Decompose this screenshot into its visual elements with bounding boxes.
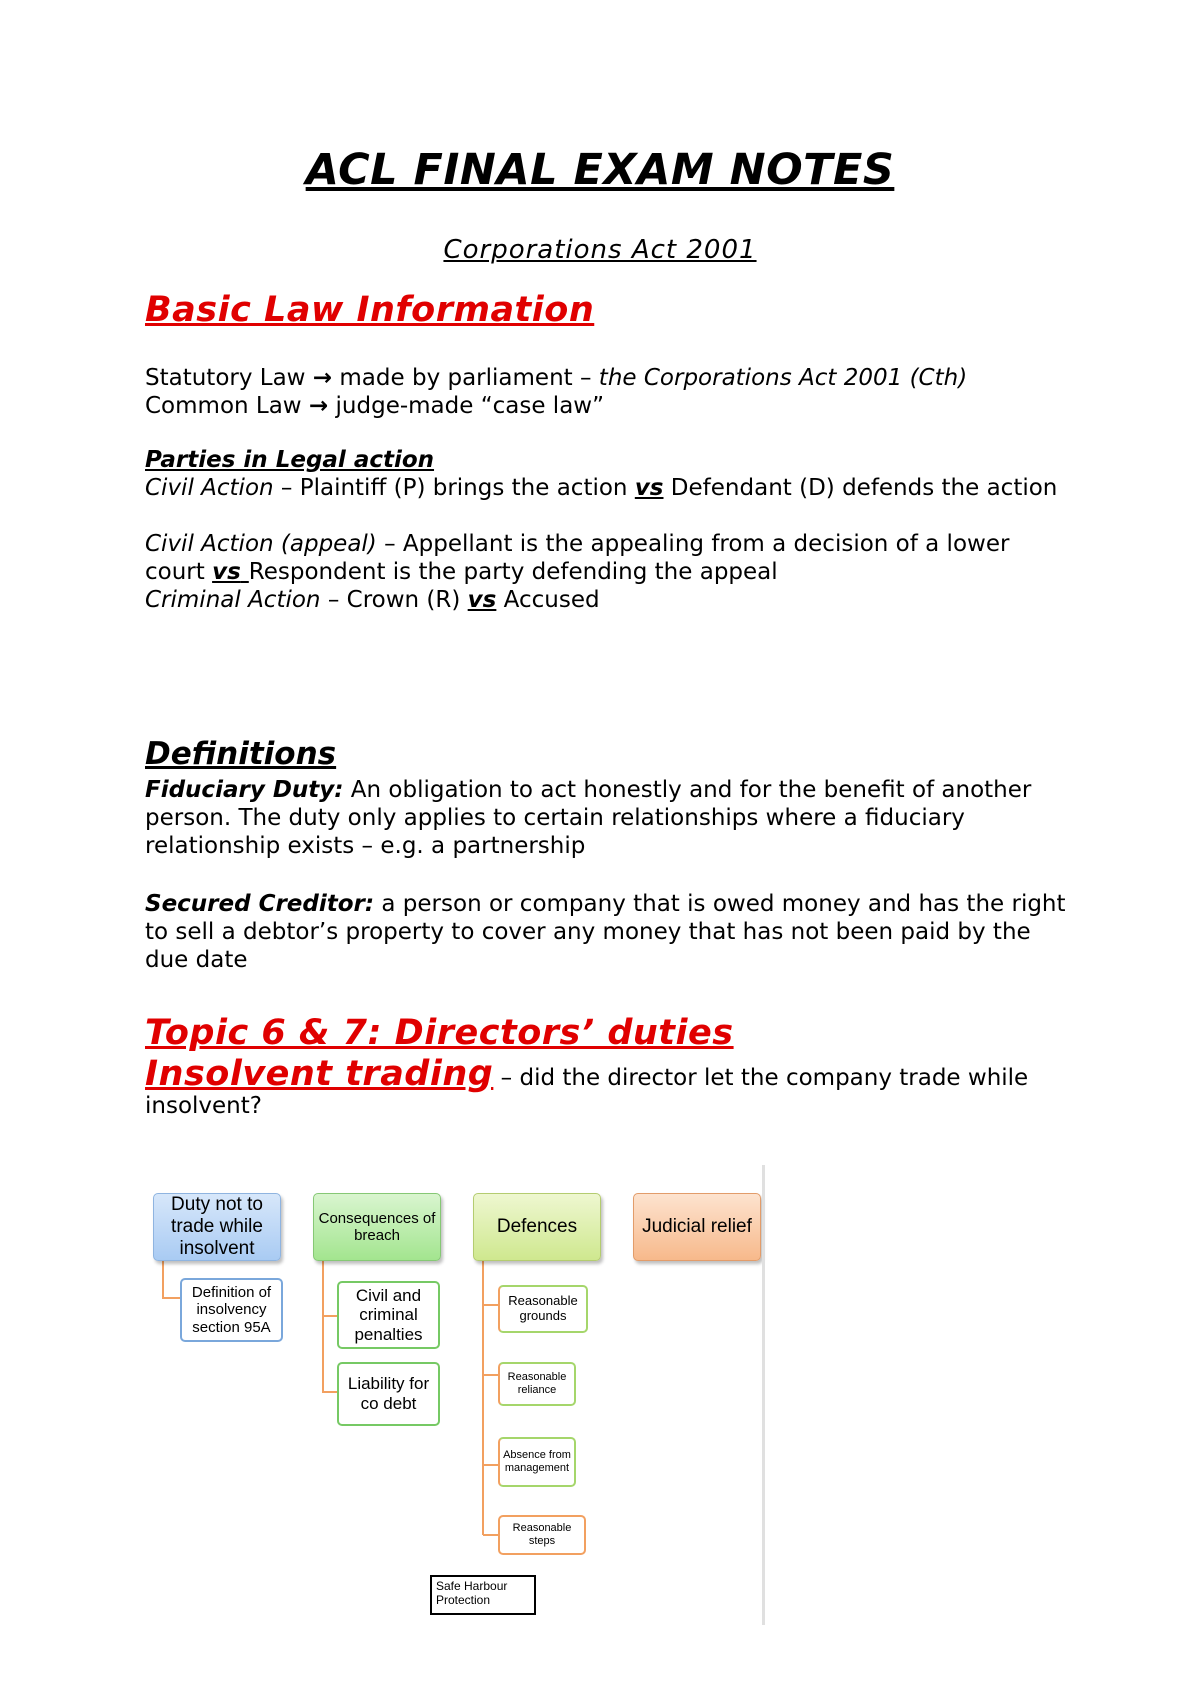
diagram-edge-line [762,1165,765,1625]
diagram-child-reasonable-grounds: Reasonable grounds [498,1285,588,1333]
parties-heading [145,446,1075,474]
civil-appeal-label: Civil Action (appeal) [145,531,377,557]
definition-secured-creditor [145,890,1075,974]
diagram-head-duty: Duty not to trade while insolvent [153,1193,281,1261]
secured-creditor-text: a person or company that is owed money and has the right to sell a debtor’s property to cover any money that has not been paid by the due date [145,891,1066,973]
vs-label: vs [467,587,497,613]
statutory-law-act: the Corporations Act 2001 (Cth) [598,365,968,391]
criminal-action-text-a: – Crown (R) [320,587,468,613]
insolvent-trading-text: – did the director let the company trade while insolvent? [145,1065,1029,1119]
heading-definitions: Definitions [145,736,337,772]
heading-basic-law: Basic Law Information [145,290,595,330]
statutory-law-line [145,364,1075,392]
common-law-line [145,392,1075,420]
diagram-safe-harbour: Safe Harbour Protection [430,1575,536,1615]
civil-action-line [145,474,1075,502]
diagram-child-reasonable-reliance: Reasonable reliance [498,1362,576,1406]
civil-action-label: Civil Action [145,475,274,501]
criminal-action-label: Criminal Action [145,587,321,613]
civil-action-text-a: – Plaintiff (P) brings the action [273,475,635,501]
criminal-action-text-b: Accused [496,587,600,613]
arrow-icon: → [308,393,329,419]
parties-heading-text: Parties in Legal action [145,447,435,473]
diagram-child-reasonable-steps: Reasonable steps [498,1515,586,1555]
fiduciary-term: Fiduciary Duty: [145,777,344,803]
vs-label: vs [634,475,664,501]
vs-label: vs [212,559,241,585]
heading-topic: Topic 6 & 7: Directors’ duties [145,1013,734,1053]
statutory-law-label: Statutory Law [145,365,306,391]
diagram-head-defences: Defences [473,1193,601,1261]
statutory-law-text: made by parliament – [332,365,599,391]
common-law-text: judge-made “case law” [328,393,605,419]
diagram-head-consequences: Consequences of breach [313,1193,441,1261]
common-law-label: Common Law [145,393,302,419]
insolvent-trading-line [145,1054,1075,1120]
civil-appeal-text-a: – Appellant is the appealing from a decision of a lower court [145,531,1010,585]
diagram-child-penalties: Civil and criminal penalties [337,1281,440,1349]
arrow-icon: → [312,365,333,391]
secured-creditor-term: Secured Creditor: [145,891,375,917]
fiduciary-text: An obligation to act honestly and for the benefit of another person. The duty only applies to certain relationships where a fiduciary relationship exists – e.g. a partnership [145,777,1032,859]
civil-appeal-line [145,530,1075,586]
diagram-head-judicial-relief: Judicial relief [633,1193,761,1261]
diagram-child-absence-management: Absence from management [498,1437,576,1487]
document-title: ACL FINAL EXAM NOTES [305,145,895,195]
insolvent-trading-diagram [140,1165,770,1625]
definition-fiduciary [145,776,1075,860]
diagram-child-insolvency-definition: Definition of insolvency section 95A [180,1278,283,1342]
civil-appeal-text-b: Respondent is the party defending the appeal [248,559,778,585]
insolvent-trading-heading: Insolvent trading [145,1054,494,1094]
document-subtitle: Corporations Act 2001 [443,235,757,265]
civil-action-text-b: Defendant (D) defends the action [663,475,1058,501]
criminal-action-line [145,586,1075,614]
diagram-child-liability: Liability for co debt [337,1362,440,1426]
